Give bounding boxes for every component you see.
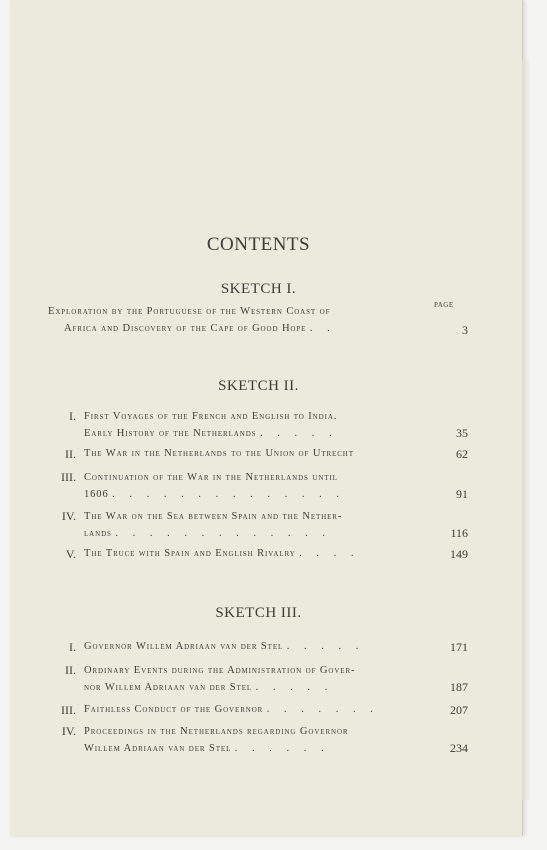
entry-page-number: 62 [456,447,468,461]
entry-roman-numeral: III. [61,470,76,484]
entry-page-number: 149 [450,547,468,561]
toc-entry [40,448,468,466]
sketch-heading: SKETCH III. [215,605,302,621]
entry-page-number: 116 [450,526,468,540]
entry-page-number: 35 [456,426,468,440]
leader-dots: . . . . [299,548,360,559]
entry-page-number: 234 [450,741,468,755]
leader-dots: . . . . . . . . . . . . . . [112,489,346,500]
toc-entry [40,726,468,760]
entry-roman-numeral: IV. [61,724,76,738]
entry-title-line-1: Continuation of the War in the Netherlands until [84,472,338,483]
entry-title-line-1: Ordinary Events during the Administration of Gover- [84,665,356,676]
entry-title-line-1: First Voyages of the French and English to India. [84,411,338,422]
entry-title-line-2: Africa and Discovery of the Cape of Good Hope [64,323,307,334]
page-column-label: PAGE [434,301,454,309]
contents-title: CONTENTS [206,234,311,255]
book-page [10,0,523,836]
entry-roman-numeral: I. [69,409,76,423]
entry-roman-numeral: V. [65,547,76,561]
leader-dots: . . . . . . [234,743,330,754]
toc-entry [40,411,468,445]
entry-page-number: 91 [456,487,468,501]
entry-page-number: 3 [462,323,468,337]
entry-roman-numeral: II. [65,663,76,677]
sketch-heading: SKETCH I. [220,281,297,297]
page-edge [522,60,530,800]
entry-roman-numeral: I. [69,640,76,654]
sketch-heading: SKETCH II. [218,378,299,394]
leader-dots: . . . . . [259,428,338,439]
entry-title-line-1: Governor Willem Adriaan van der Stel [84,641,284,652]
leader-dots: . . [309,323,336,334]
leader-dots: . . . . . [255,682,334,693]
entry-title-line-2: nor Willem Adriaan van der Stel [84,682,253,693]
entry-roman-numeral: III. [61,703,76,717]
toc-entry [40,704,468,722]
entry-title-line-2: lands [84,528,112,539]
leader-dots: . . . . . . . . . . . . . [115,528,331,539]
toc-entry [40,511,468,545]
entry-title-line-1: Faithless Conduct of the Governor [84,704,264,715]
entry-title-line-2: Early History of the Netherlands [84,428,257,439]
entry-title-line-1: The War in the Netherlands to the Union of Utrecht [84,448,354,459]
entry-title-line-1: Exploration by the Portuguese of the Western Coast of [48,306,331,317]
entry-title-line-2: Willem Adriaan van der Stel [84,743,232,754]
entry-roman-numeral: IV. [61,509,76,523]
leader-dots: . . . . . [286,641,365,652]
toc-entry [40,548,468,566]
entry-page-number: 171 [450,640,468,654]
entry-roman-numeral: II. [65,447,76,461]
entry-title-line-1: Proceedings in the Netherlands regarding Governor [84,726,349,737]
entry-title-line-1: The War on the Sea between Spain and the Nether- [84,511,343,522]
entry-title-line-2: 1606 [84,489,109,500]
entry-title-line-1: The Truce with Spain and English Rivalry [84,548,296,559]
toc-entry [40,306,468,340]
toc-entry [40,641,468,659]
entry-page-number: 187 [450,680,468,694]
toc-entry [40,665,468,699]
leader-dots: . . . . . . . [266,704,379,715]
entry-page-number: 207 [450,703,468,717]
toc-entry [40,472,468,506]
